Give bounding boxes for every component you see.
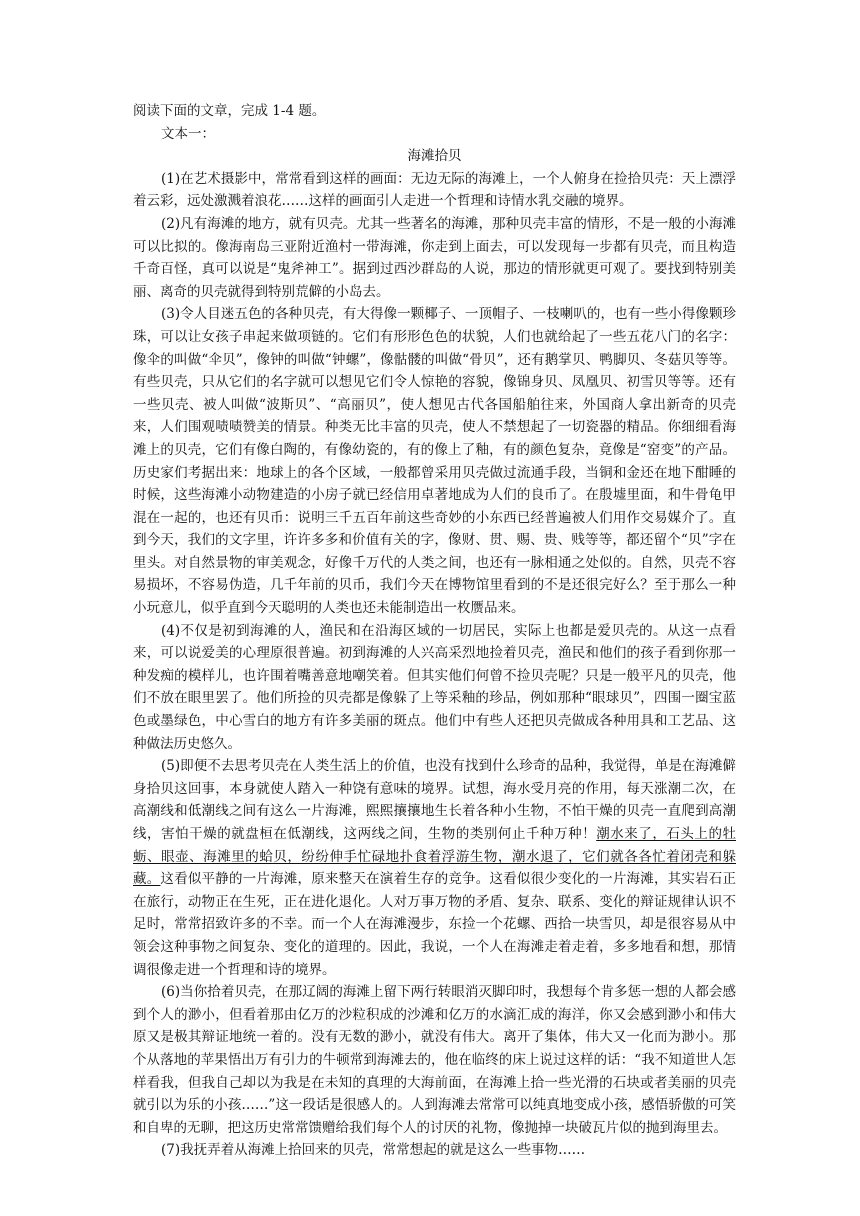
instruction-text: 阅读下面的文章，完成 1-4 题。	[133, 103, 326, 119]
paragraph-5	[133, 755, 736, 981]
paragraph-7: (7)我抚弄着从海滩上拾回来的贝壳，常常想起的就是这么一些事物……	[161, 1142, 586, 1159]
underlined-sentence: 潮水来了，石头上的牡蛎、眼壶、海滩里的蛤贝，纷纷伸手忙碌地扑食着浮游生物，潮水退了，它们就各各忙着闭壳和躲藏。	[133, 826, 737, 888]
paragraph-4: (4)不仅是初到海滩的人，渔民和在沿海区域的一切居民，实际上也都是爱贝壳的。从这一点看来，可以说爱美的心理原很普遍。初到海滩的人兴高采烈地捡着贝壳，渔民和他们的孩子看到你那一种发痴的模样儿，也许围着嘴善意地嘲笑着。但其实他们何曾不捡贝壳呢？只是一般平凡的贝壳，他们不放在眼里罢了。他们所捡的贝壳都是像躲了上等采釉的珍品，例如那种“眼球贝”，四围一圈宝蓝色或墨绿色，中心雪白的地方有许多美丽的斑点。他们中有些人还把贝壳做成各种用具和工艺品、这种做法历史悠久。	[133, 622, 736, 752]
text-label: 文本一：	[161, 125, 215, 142]
paragraph-5-end: 这看似平静的一片海滩，原来整天在演着生存的竞争。这看似很少变化的一片海滩，其实岩石正在旅行，动物正在生死，正在进化退化。人对万事万物的矛盾、复杂、联系、变化的辩证规律认识不足时，常常招致许多的不幸。而一个人在海滩漫步，东捡一个花螺、西拾一块雪贝，却是很容易从中领会这种事物之间复杂、变化的道理的。因此，我说，一个人在海滩走着走着，多多地看和想，那情调很像走进一个哲理和诗的境界。	[133, 871, 737, 978]
article-title: 海滩拾贝	[407, 148, 462, 165]
paragraph-1: (1)在艺术摄影中，常常看到这样的画面：无边无际的海滩上，一个人俯身在捡拾贝壳：天上漂浮着云彩，远处激溅着浪花……这样的画面引人走进一个哲理和诗情水乳交融的境界。	[133, 170, 736, 210]
paragraph-5-start: (5)即便不去思考贝壳在人类生活上的价值，也没有找到什么珍奇的品种，我觉得，单是在海滩僻身拾贝这回事，本身就使人踏入一种饶有意味的境界。试想，海水受月亮的作用，每天涨潮二次，在高潮线和低潮线之间有这么一片海滩，熙熙攘攘地生长着各种小生物，不怕干燥的贝壳一直爬到高潮线，害怕干燥的就盘桓在低潮线，这两线之间，生物的类别何止千种万种！	[133, 758, 736, 842]
document-page	[133, 100, 736, 1162]
paragraph-6: (6)当你拾着贝壳，在那辽阔的海滩上留下两行转眼消灭脚印时，我想每个肯多惩一想的人都会感到个人的渺小，但看着那由亿万的沙粒积成的沙滩和亿万的水滴汇成的海洋，你又会感到渺小和伟大原又是极其辩证地统一着的。没有无数的渺小，就没有伟大。离开了集体，伟大又一化而为渺小。那个从落地的苹果悟出万有引力的牛顿常到海滩去的，他在临终的床上说过这样的话：“我不知道世人怎样看我，但我自己却以为我是在未知的真理的大海前面，在海滩上拾一些光滑的石块或者美丽的贝壳就引以为乐的小孩……”这一段话是很感人的。人到海滩去常常可以纯真地变成小孩，感悟骄傲的可笑和自卑的无聊，把这历史常常馈赠给我们每个人的讨厌的礼物，像抛掉一块破瓦片似的抛到海里去。	[133, 984, 736, 1136]
paragraph-3: (3)令人目迷五色的各种贝壳，有大得像一颗椰子、一顶帽子、一枝喇叭的，也有一些小得像颗珍珠，可以让女孩子串起来做项链的。它们有形形色色的状貌，人们也就给起了一些五花八门的名字：像伞的叫做“伞贝”，像钟的叫做“钟螺”，像骷髅的叫做“骨贝”，还有鹅掌贝、鸭脚贝、冬菇贝等等。有些贝壳，只从它们的名字就可以想见它们令人惊艳的容貌，像锦身贝、凤凰贝、初雪贝等等。还有一些贝壳、被人叫做“波斯贝”、“高丽贝”，使人想见古代各国船舶往来，外国商人拿出新奇的贝壳来，人们围观啧啧赞美的情景。种类无比丰富的贝壳，使人不禁想起了一切瓷器的精品。你细细看海滩上的贝壳，它们有像白陶的，有像幼瓷的，有的像上了釉，有的颜色复杂，竟像是“窑变”的产品。历史家们考据出来：地球上的各个区域，一般都曾采用贝壳做过流通手段，当铜和金还在地下酣睡的时候，这些海滩小动物建造的小房子就已经信用卓著地成为人们的良币了。在殷墟里面，和牛骨龟甲混在一起的，也还有贝币：说明三千五百年前这些奇妙的小东西已经普遍被人们用作交易媒介了。直到今天，我们的文字里，许许多多和价值有关的字，像财、贯、赐、贵、贱等等，都还留个“贝”字在里头。对自然景物的审美观念，好像千万代的人类之间，也还有一脉相通之处似的。自然，贝壳不容易损坏，不容易伪造，几千年前的贝币，我们今天在博物馆里看到的不是还很完好么？至于那么一种小玩意儿，似乎直到今天聪明的人类也还未能制造出一枚赝品来。	[133, 306, 736, 617]
paragraph-2: (2)凡有海滩的地方，就有贝壳。尤其一些著名的海滩，那种贝壳丰富的情形，不是一般的小海滩可以比拟的。像海南岛三亚附近渔村一带海滩，你走到上面去，可以发现每一步都有贝壳，而且构造千奇百怪，真可以说是“鬼斧神工”。据到过西沙群岛的人说，那边的情形就更可观了。要找到特别美丽、离奇的贝壳就得到特别荒僻的小岛去。	[133, 215, 736, 300]
